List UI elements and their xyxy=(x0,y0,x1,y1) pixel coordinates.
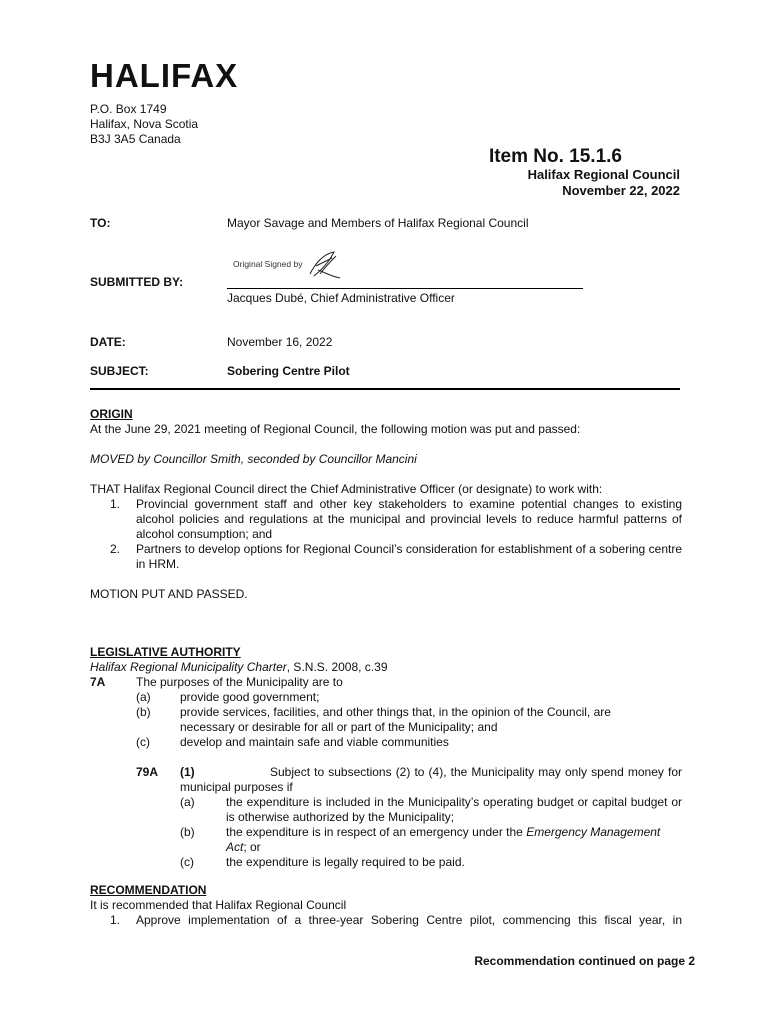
section-number: 7A xyxy=(90,675,106,689)
clause xyxy=(90,825,682,855)
signature xyxy=(232,248,344,284)
list-item xyxy=(90,542,682,572)
legislative-section xyxy=(90,645,682,870)
submitted-value: Jacques Dubé, Chief Administrative Officer xyxy=(227,291,455,305)
origin-intro: At the June 29, 2021 meeting of Regional Council, the following motion was put and passed: xyxy=(90,422,581,436)
address-line: Halifax, Nova Scotia xyxy=(90,117,199,131)
section-79a xyxy=(90,765,682,795)
divider xyxy=(90,388,680,390)
section-text: Subject to subsections (2) to (4), the Municipality may only spend money for municipal purposes if xyxy=(180,765,682,794)
council-name: Halifax Regional Council xyxy=(527,167,680,182)
recommendation-intro: It is recommended that Halifax Regional Council xyxy=(90,898,347,912)
origin-moved: MOVED by Councillor Smith, seconded by Councillor Mancini xyxy=(90,452,417,466)
origin-section xyxy=(90,407,682,602)
origin-that: THAT Halifax Regional Council direct the Chief Administrative Officer (or designate) to work with: xyxy=(90,482,603,496)
clause-text: the expenditure is legally required to be paid. xyxy=(226,855,465,869)
list-item xyxy=(90,497,682,542)
address-line: B3J 3A5 Canada xyxy=(90,132,181,146)
list-text: Approve implementation of a three-year Sobering Centre pilot, commencing this fiscal year, in xyxy=(136,913,682,927)
section-7a xyxy=(90,675,682,690)
charter-name: Halifax Regional Municipality Charter xyxy=(90,660,287,674)
clause-text-end: ; or xyxy=(243,840,261,854)
motion-passed: MOTION PUT AND PASSED. xyxy=(90,587,248,601)
clause-letter: (a) xyxy=(180,795,195,809)
address-block xyxy=(90,102,198,147)
subject-value: Sobering Centre Pilot xyxy=(227,364,350,378)
list-text: Provincial government staff and other key stakeholders to examine potential changes to existing alcohol policies and regulations at the municipal and provincial levels to reduce harmful patterns of alcohol consumption; and xyxy=(136,497,682,541)
clause-text: the expenditure is in respect of an emergency under the xyxy=(226,825,527,839)
submitted-label: SUBMITTED BY: xyxy=(90,275,184,289)
item-number: Item No. 15.1.6 xyxy=(488,146,622,167)
act-name: Emergency Management Act xyxy=(226,825,661,854)
clause-letter: (c) xyxy=(180,855,194,869)
recommendation-heading: RECOMMENDATION xyxy=(90,883,207,897)
list-text: Partners to develop options for Regional Council’s consideration for establishment of a sobering centre in HRM. xyxy=(136,542,682,571)
section-number: 79A xyxy=(136,765,159,779)
svg-text:HALIFAX: HALIFAX xyxy=(90,57,239,91)
to-label: TO: xyxy=(90,216,111,230)
signature-line xyxy=(227,288,583,289)
clause-letter: (a) xyxy=(136,690,151,704)
date-label: DATE: xyxy=(90,335,126,349)
origin-heading: ORIGIN xyxy=(90,407,133,421)
clause-letter: (c) xyxy=(136,735,150,749)
clause-letter: (b) xyxy=(136,705,151,719)
clause-text: provide services, facilities, and other things that, in the opinion of the Council, are necessary or desirable for all or part of the Municipality; and xyxy=(180,705,611,734)
to-value: Mayor Savage and Members of Halifax Regional Council xyxy=(227,216,529,230)
charter-reference xyxy=(90,660,682,675)
clause xyxy=(90,855,682,870)
halifax-logo xyxy=(90,57,240,91)
clause xyxy=(90,690,682,705)
list-number: 2. xyxy=(110,542,121,556)
section-text: The purposes of the Municipality are to xyxy=(136,675,343,689)
clause xyxy=(90,705,682,735)
continued-note: Recommendation continued on page 2 xyxy=(474,954,695,968)
clause-text: the expenditure is included in the Municipality’s operating budget or capital budget or is otherwise authorized by the Municipality; xyxy=(226,795,682,824)
meeting-date: November 22, 2022 xyxy=(562,183,680,198)
date-value: November 16, 2022 xyxy=(227,335,333,349)
clause-text: provide good government; xyxy=(180,690,320,704)
signature-icon xyxy=(232,248,344,284)
list-item xyxy=(90,913,682,928)
subsection-number: (1) xyxy=(180,765,195,779)
clause-letter: (b) xyxy=(180,825,195,839)
recommendation-section xyxy=(90,883,682,928)
address-line: P.O. Box 1749 xyxy=(90,102,167,116)
charter-citation: , S.N.S. 2008, c.39 xyxy=(286,660,388,674)
legislative-heading: LEGISLATIVE AUTHORITY xyxy=(90,645,241,659)
list-number: 1. xyxy=(110,497,121,511)
clause-text: develop and maintain safe and viable communities xyxy=(180,735,449,749)
meeting-info xyxy=(528,167,680,199)
clause xyxy=(90,795,682,825)
list-number: 1. xyxy=(110,913,121,927)
svg-text:Original Signed by: Original Signed by xyxy=(233,259,303,269)
subject-label: SUBJECT: xyxy=(90,364,149,378)
clause xyxy=(90,735,682,750)
